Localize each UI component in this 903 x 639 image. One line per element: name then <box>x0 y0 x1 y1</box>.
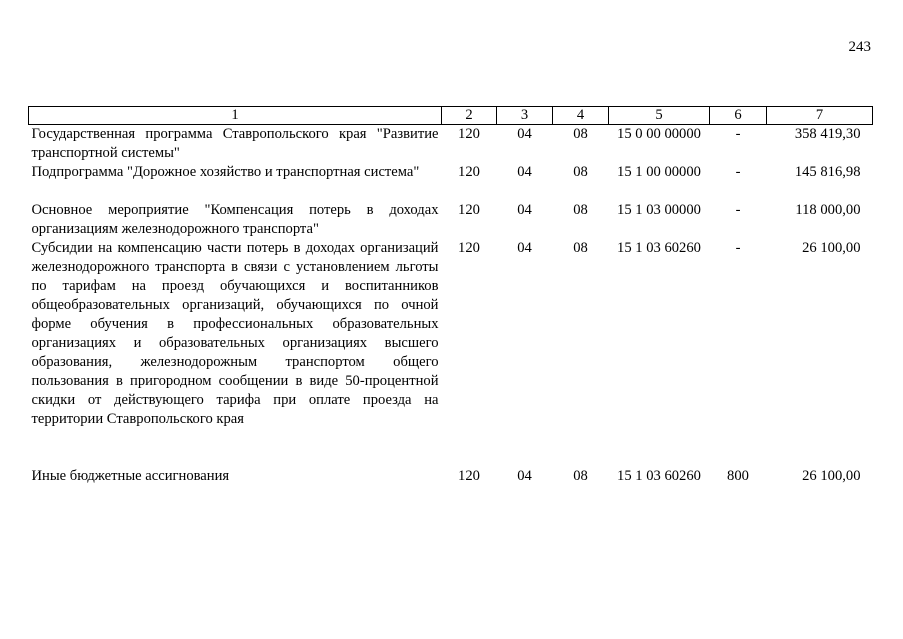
row-code-6: - <box>735 164 741 180</box>
row-code-2: 120 <box>458 240 480 256</box>
row-code-5: 15 1 03 60260 <box>617 240 701 256</box>
spacer-row <box>29 448 873 467</box>
row-code-4: 08 <box>573 202 588 218</box>
column-header-1: 1 <box>29 107 442 125</box>
table-row <box>29 239 873 429</box>
row-amount: 26 100,00 <box>802 468 861 484</box>
table-row <box>29 201 873 239</box>
spacer-row <box>29 429 873 448</box>
row-code-2: 120 <box>458 468 480 484</box>
row-code-4: 08 <box>573 240 588 256</box>
column-header-5: 5 <box>609 107 710 125</box>
row-amount: 26 100,00 <box>802 240 861 256</box>
row-code-4: 08 <box>573 468 588 484</box>
row-amount: 118 000,00 <box>795 202 861 218</box>
row-code-5: 15 1 00 00000 <box>617 164 701 180</box>
spacer-row <box>29 182 873 201</box>
row-code-3: 04 <box>517 126 532 142</box>
row-name: Государственная программа Ставропольского края "Развитие транспортной системы" <box>31 126 439 161</box>
table-row <box>29 125 873 164</box>
row-code-4: 08 <box>573 164 588 180</box>
row-code-5: 15 1 03 00000 <box>617 202 701 218</box>
row-code-3: 04 <box>517 202 532 218</box>
page-number: 243 <box>848 39 871 55</box>
row-code-2: 120 <box>458 202 480 218</box>
row-code-2: 120 <box>458 164 480 180</box>
column-header-6: 6 <box>710 107 767 125</box>
row-name: Подпрограмма "Дорожное хозяйство и транспортная система" <box>31 164 420 180</box>
column-header-3: 3 <box>497 107 553 125</box>
row-amount: 145 816,98 <box>794 164 861 180</box>
column-header-7: 7 <box>767 107 873 125</box>
row-code-3: 04 <box>517 164 532 180</box>
row-code-3: 04 <box>517 240 532 256</box>
row-amount: 358 419,30 <box>794 126 861 142</box>
row-code-5: 15 1 03 60260 <box>617 468 701 484</box>
row-code-6: - <box>735 202 741 218</box>
column-header-4: 4 <box>553 107 609 125</box>
row-code-5: 15 0 00 00000 <box>617 126 701 142</box>
row-name: Субсидии на компенсацию части потерь в доходах организаций железнодорожного транспорта в связи с установлением льготы по тарифам на проезд обучающихся и воспитанников общеобразовательных организаций, обучающихся по очной форме обучения в профессиональных образовательных организациях и образовательных организациях высшего образования, железнодорожным транспортом общего пользования в пригородном сообщении в виде 50-процентной скидки от действующего тарифа при оплате проезда на территории Ставропольского края <box>31 240 439 427</box>
row-name: Основное мероприятие "Компенсация потерь в доходах организациям железнодорожного транспорта" <box>31 202 439 237</box>
row-code-6: - <box>735 126 741 142</box>
row-code-4: 08 <box>573 126 588 142</box>
budget-table <box>28 106 873 486</box>
row-code-6: - <box>735 240 741 256</box>
table-header-row <box>29 107 873 125</box>
table-row <box>29 467 873 486</box>
row-name: Иные бюджетные ассигнования <box>31 468 230 484</box>
table-row <box>29 163 873 182</box>
row-code-2: 120 <box>458 126 480 142</box>
column-header-2: 2 <box>442 107 497 125</box>
row-code-3: 04 <box>517 468 532 484</box>
row-code-6: 800 <box>727 468 749 484</box>
